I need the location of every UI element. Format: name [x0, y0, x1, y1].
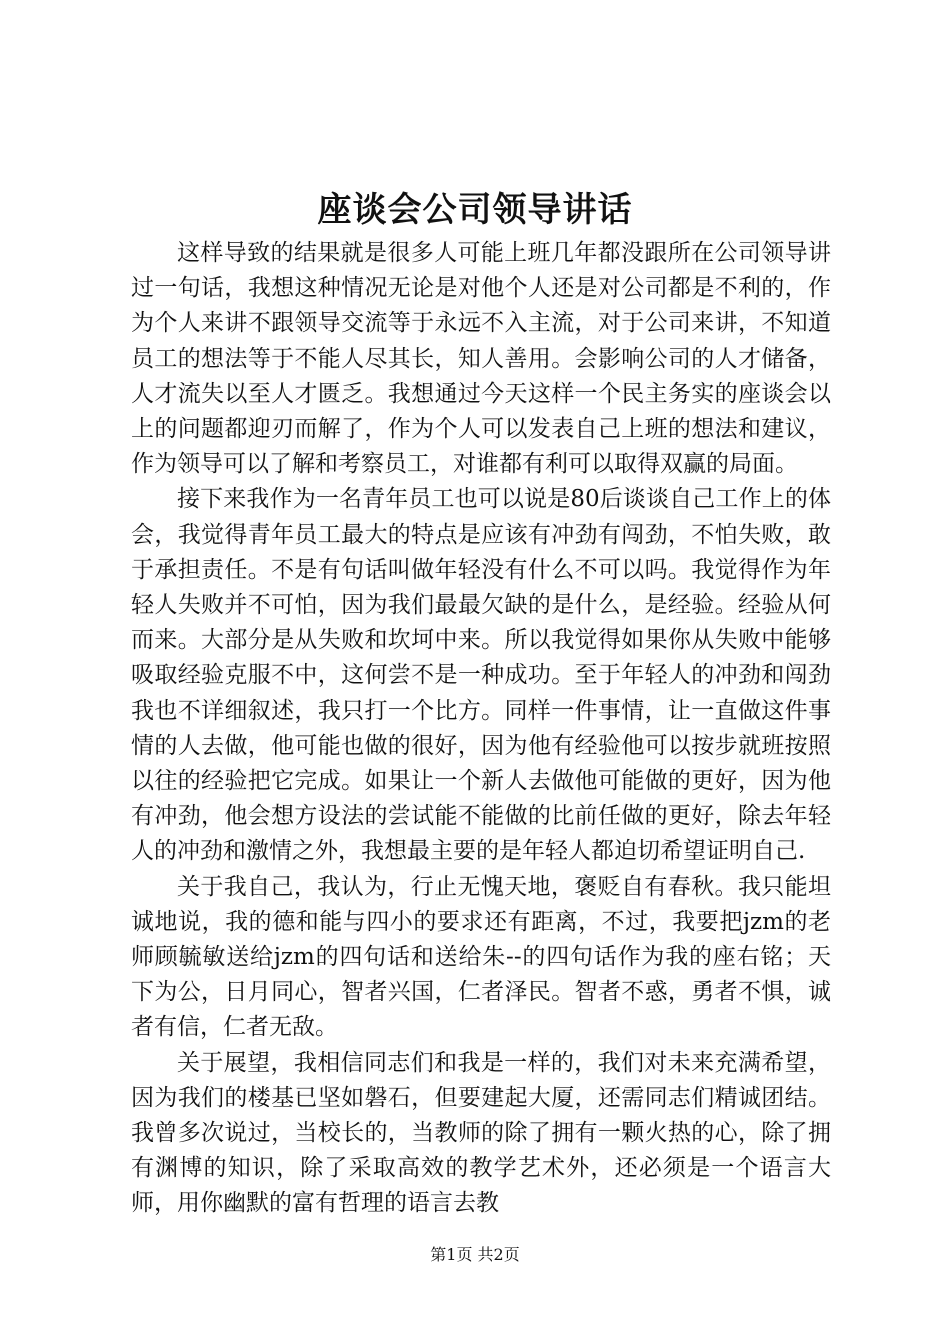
page-number-footer: 第1页 共2页 — [430, 1245, 520, 1264]
paragraph-4: 关于展望，我相信同志们和我是一样的，我们对未来充满希望，因为我们的楼基已坚如磐石，但要建起大厦，还需同志们精诚团结。我曾多次说过，当校长的，当教师的除了拥有一颗火热的心，除了拥有渊博的知识，除了采取高效的教学艺术外，还必须是一个语言大师，用你幽默的富有哲理的语言去教 — [131, 1049, 831, 1217]
document-title: 座谈会公司领导讲话 — [317, 190, 633, 230]
document-body — [131, 236, 831, 1222]
paragraph-3: 关于我自己，我认为，行止无愧天地，褒贬自有春秋。我只能坦诚地说，我的德和能与四小的要求还有距离，不过，我要把jzm的老师顾毓敏送给jzm的四句话和送给朱--的四句话作为我的座右铭；天下为公，日月同心，智者兴国，仁者泽民。智者不惑，勇者不惧，诚者有信，仁者无敌。 — [131, 873, 831, 1041]
paragraph-2: 接下来我作为一名青年员工也可以说是80后谈谈自己工作上的体会，我觉得青年员工最大的特点是应该有冲劲有闯劲，不怕失败，敢于承担责任。不是有句话叫做年轻没有什么不可以吗。我觉得作为年轻人失败并不可怕，因为我们最最欠缺的是什么，是经验。经验从何而来。大部分是从失败和坎坷中来。所以我觉得如果你从失败中能够吸取经验克服不中，这何尝不是一种成功。至于年轻人的冲劲和闯劲我也不详细叙述，我只打一个比方。同样一件事情，让一直做这件事情的人去做，他可能也做的很好，因为他有经验他可以按步就班按照以往的经验把它完成。如果让一个新人去做他可能做的更好，因为他有冲劲，他会想方设法的尝试能不能做的比前任做的更好，除去年轻人的冲劲和激情之外，我想最主要的是年轻人都迫切希望证明自己. — [131, 486, 831, 865]
paragraph-1: 这样导致的结果就是很多人可能上班几年都没跟所在公司领导讲过一句话，我想这种情况无论是对他个人还是对公司都是不利的，作为个人来讲不跟领导交流等于永远不入主流，对于公司来讲，不知道员工的想法等于不能人尽其长，知人善用。会影响公司的人才储备，人才流失以至人才匮乏。我想通过今天这样一个民主务实的座谈会以上的问题都迎刃而解了，作为个人可以发表自己上班的想法和建议，作为领导可以了解和考察员工，对谁都有利可以取得双赢的局面。 — [131, 240, 831, 478]
